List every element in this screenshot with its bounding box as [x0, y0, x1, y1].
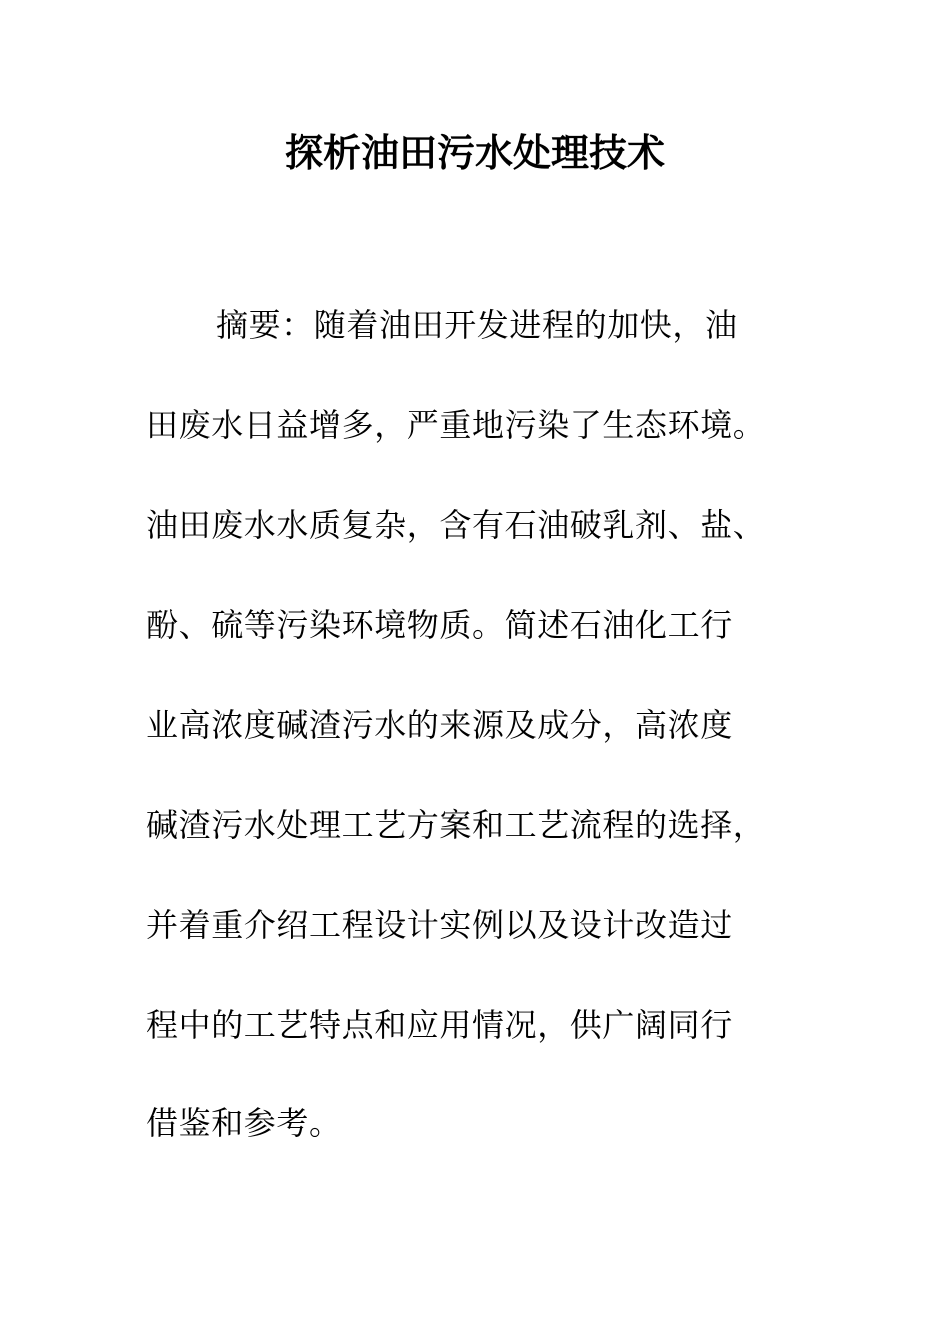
abstract-line: 碱渣污水处理工艺方案和工艺流程的选择，	[146, 806, 766, 844]
abstract-line: 摘要：随着油田开发进程的加快，油	[216, 306, 738, 344]
abstract-line: 并着重介绍工程设计实例以及设计改造过	[146, 906, 733, 944]
abstract-line: 业高浓度碱渣污水的来源及成分，高浓度	[146, 706, 733, 744]
abstract-line: 田废水日益增多，严重地污染了生态环境。	[146, 406, 766, 444]
abstract-line: 油田废水水质复杂，含有石油破乳剂、盐、	[146, 506, 766, 544]
abstract-line: 酚、硫等污染环境物质。简述石油化工行	[146, 606, 733, 644]
document-title: 探析油田污水处理技术	[284, 131, 665, 175]
abstract-line: 借鉴和参考。	[146, 1104, 342, 1142]
abstract-line: 程中的工艺特点和应用情况，供广阔同行	[146, 1006, 733, 1044]
